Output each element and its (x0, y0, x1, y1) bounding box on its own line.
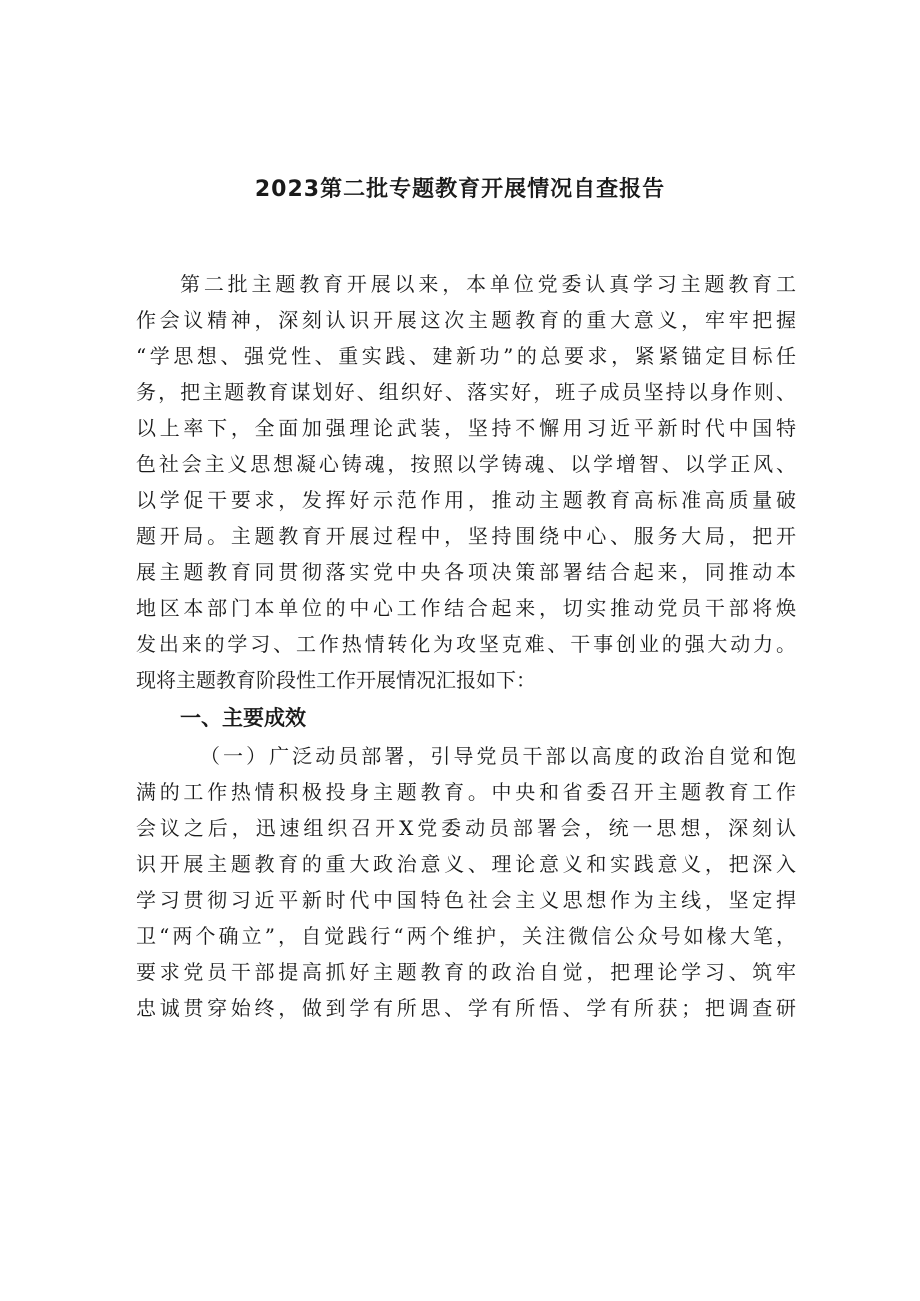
paragraph-line: （一）广泛动员部署，引导党员干部以高度的政治自觉和饱 (200, 744, 796, 768)
paragraph-line: 以学促干要求，发挥好示范作用，推动主题教育高标准高质量破 (136, 488, 796, 512)
paragraph-line: 色社会主义思想凝心铸魂，按照以学铸魂、以学增智、以学正风、 (136, 452, 796, 476)
paragraph-line: 作会议精神，深刻认识开展这次主题教育的重大意义，牢牢把握 (136, 308, 796, 332)
paragraph-line: 学习贯彻习近平新时代中国特色社会主义思想作为主线，坚定捍 (136, 888, 796, 912)
paragraph-line: 卫“两个确立”，自觉践行“两个维护，关注微信公众号如椽大笔， (136, 924, 796, 948)
document-title: 2023第二批专题教育开展情况自查报告 (254, 177, 666, 202)
paragraph-line: 地区本部门本单位的中心工作结合起来，切实推动党员干部将焕 (136, 596, 796, 620)
paragraph-line: 满的工作热情积极投身主题教育。中央和省委召开主题教育工作 (136, 780, 796, 804)
paragraph-line: 发出来的学习、工作热情转化为攻坚克难、干事创业的强大动力。 (136, 632, 796, 656)
paragraph-line: 忠诚贯穿始终，做到学有所思、学有所悟、学有所获；把调查研 (136, 996, 796, 1020)
paragraph-line: 识开展主题教育的重大政治意义、理论意义和实践意义，把深入 (136, 852, 796, 876)
paragraph-line: 要求党员干部提高抓好主题教育的政治自觉，把理论学习、筑牢 (136, 960, 796, 984)
paragraph-line: “学思想、强党性、重实践、建新功”的总要求，紧紧锚定目标任 (136, 344, 796, 368)
paragraph-line: 会议之后，迅速组织召开X党委动员部署会，统一思想，深刻认 (136, 816, 796, 840)
paragraph-line: 以上率下，全面加强理论武装，坚持不懈用习近平新时代中国特 (136, 416, 796, 440)
section-heading: 一、主要成效 (180, 706, 306, 730)
paragraph-line: 题开局。主题教育开展过程中，坚持围绕中心、服务大局，把开 (136, 524, 796, 548)
paragraph-line: 第二批主题教育开展以来，本单位党委认真学习主题教育工 (180, 272, 796, 296)
paragraph-line: 现将主题教育阶段性工作开展情况汇报如下： (136, 668, 536, 692)
paragraph-line: 展主题教育同贯彻落实党中央各项决策部署结合起来，同推动本 (136, 560, 796, 584)
paragraph-line: 务，把主题教育谋划好、组织好、落实好，班子成员坚持以身作则、 (136, 380, 796, 404)
document-body (136, 266, 796, 1026)
